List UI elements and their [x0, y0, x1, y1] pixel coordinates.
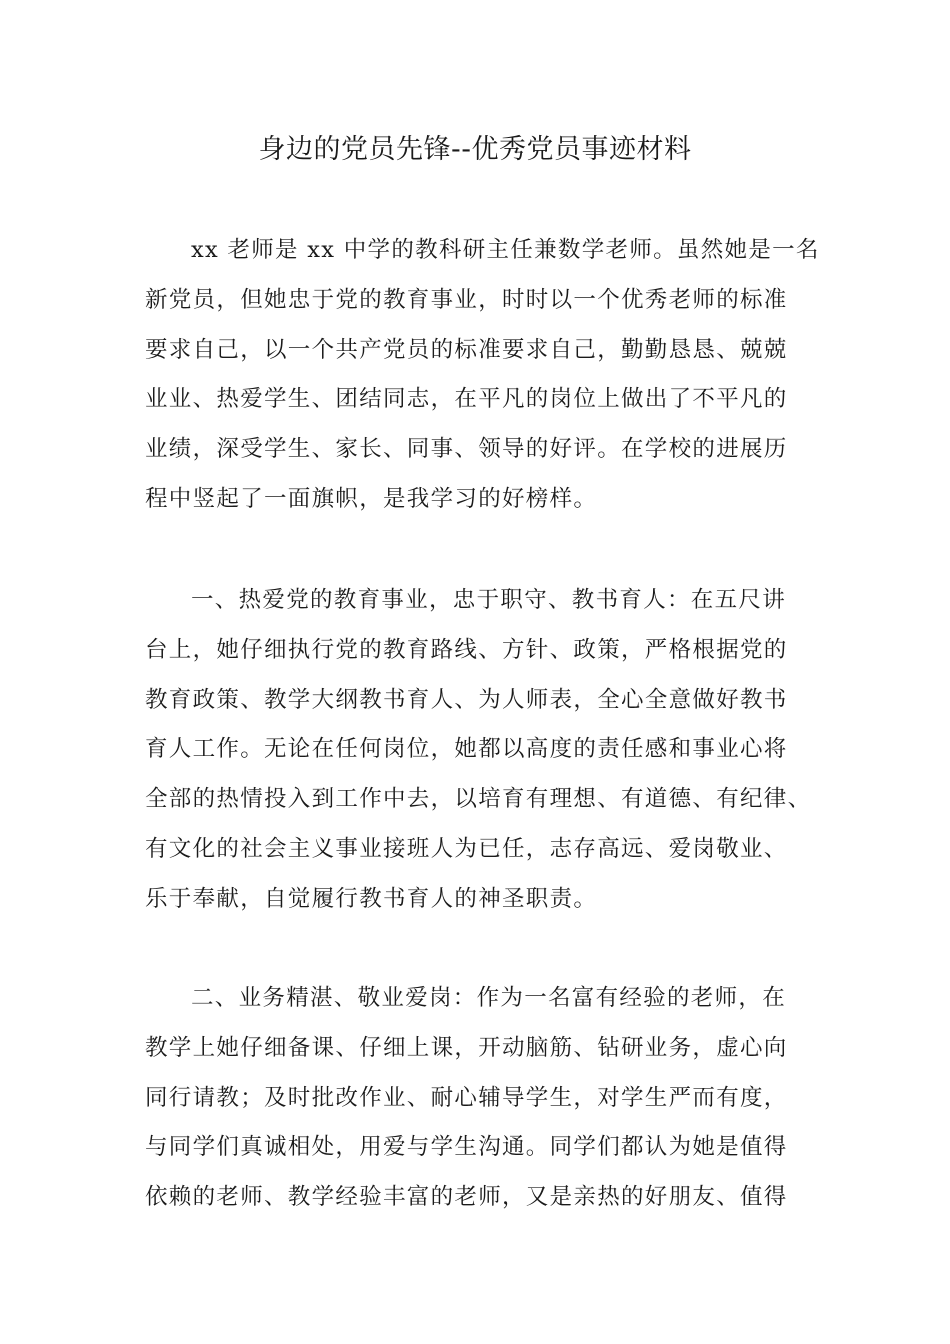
text-line: 一、热爱党的教育事业，忠于职守、教书育人：在五尺讲: [191, 587, 787, 613]
text-line: 育人工作。无论在任何岗位，她都以高度的责任感和事业心将: [145, 736, 788, 763]
text-line: 教学上她仔细备课、仔细上课，开动脑筋、钻研业务，虚心向: [145, 1034, 788, 1061]
text-line: 乐于奉献，自觉履行教书育人的神圣职责。: [145, 885, 598, 912]
text-line: 要求自己，以一个共产党员的标准要求自己，勤勤恳恳、兢兢: [145, 336, 788, 363]
text-line: 新党员，但她忠于党的教育事业，时时以一个优秀老师的标准: [145, 286, 788, 313]
text-line: 有文化的社会主义事业接班人为已任，志存高远、爱岗敬业、: [145, 835, 788, 862]
document-title: 身边的党员先锋--优秀党员事迹材料: [258, 134, 692, 165]
text-line: xx 老师是 xx 中学的教科研主任兼数学老师。虽然她是一名: [191, 237, 820, 263]
text-line: 业业、热爱学生、团结同志，在平凡的岗位上做出了不平凡的: [145, 386, 788, 413]
text-line: 程中竖起了一面旗帜，是我学习的好榜样。: [145, 485, 598, 512]
text-line: 业绩，深受学生、家长、同事、领导的好评。在学校的进展历: [145, 436, 788, 463]
paragraph-section-2: [145, 974, 805, 1223]
text-line: 同行请教；及时批改作业、耐心辅导学生，对学生严而有度，: [145, 1084, 788, 1111]
text-line: 教育政策、教学大纲教书育人、为人师表，全心全意做好教书: [145, 686, 788, 713]
paragraph-intro: [145, 226, 820, 525]
text-line: 台上，她仔细执行党的教育路线、方针、政策，严格根据党的: [145, 636, 788, 663]
text-line: 全部的热情投入到工作中去，以培育有理想、有道德、有纪律、: [145, 786, 812, 813]
text-line: 与同学们真诚相处，用爱与学生沟通。同学们都认为她是值得: [145, 1134, 788, 1161]
text-line: 二、业务精湛、敬业爱岗：作为一名富有经验的老师，在: [191, 985, 787, 1011]
text-line: 依赖的老师、教学经验丰富的老师，又是亲热的好朋友、值得: [145, 1184, 788, 1211]
paragraph-section-1: [145, 576, 812, 925]
